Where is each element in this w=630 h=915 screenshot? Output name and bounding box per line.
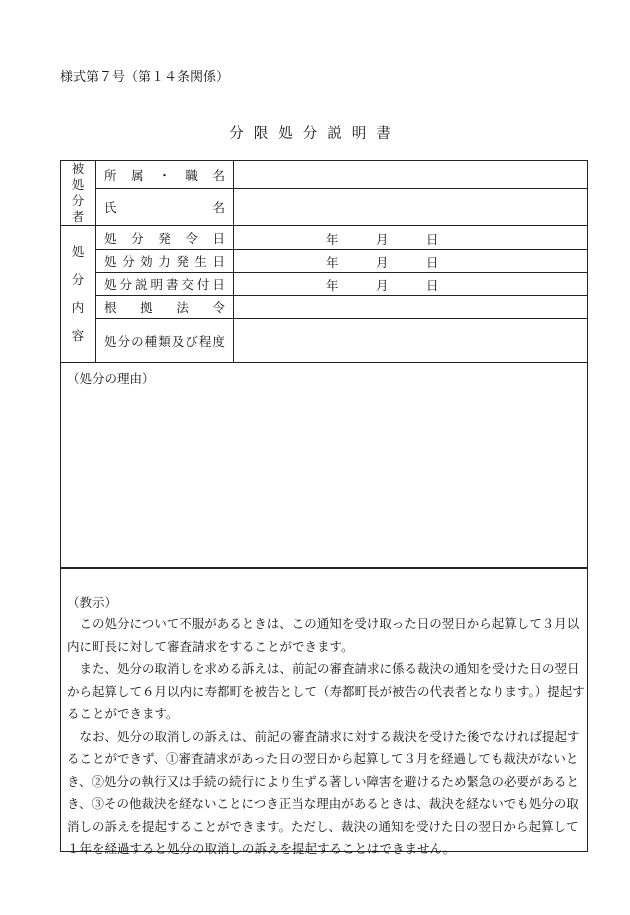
issue-date-field[interactable]: 年 月 日 <box>234 226 588 250</box>
table-row <box>61 296 588 319</box>
notice-box <box>60 568 588 856</box>
table-row <box>61 319 588 363</box>
effective-date-label: 処 分 効 力 発 生 日 <box>96 250 234 273</box>
affiliation-field[interactable] <box>234 161 588 189</box>
affiliation-label: 所 属 ・ 職 名 <box>96 161 234 189</box>
table-row <box>61 273 588 296</box>
issue-date-label: 処 分 発 令 日 <box>96 226 234 250</box>
notice-paragraph: なお、処分の取消しの訴えは、前記の審査請求に対する裁決を受けた後でなければ提起することができず、①審査請求があった日の翌日から起算して３月を経過しても裁決がないとき、②処分の執行又は手続の続行により生ずる著しい障害を避けるため緊急の必要があるとき、③その他裁決を経ないことにつき正当な理由があるときは、裁決を経ないでも処分の取消しの訴えを提起することができます。ただし、裁決の通知を受けた日の翌日から起算して１年を経過すると処分の取消しの訴えを提起することはできません。 <box>67 728 580 856</box>
disposition-info-table <box>60 160 588 363</box>
content-group-label: 処 分 内 容 <box>61 226 96 363</box>
name-label: 氏 名 <box>96 189 234 226</box>
document-title: 分限処分説明書 <box>229 126 401 142</box>
legal-basis-label: 根 拠 法 令 <box>96 296 234 319</box>
effective-date-field[interactable]: 年 月 日 <box>234 250 588 273</box>
notice-body <box>67 613 585 861</box>
reason-box[interactable] <box>60 363 588 568</box>
table-row <box>61 250 588 273</box>
legal-basis-field[interactable] <box>234 296 588 319</box>
notice-paragraph: また、処分の取消しを求める訴えは、前記の審査請求に係る裁決の通知を受けた日の翌日から起算して６月以内に寿都町を被告として（寿都町長が被告の代表者となります。）提起することができます。 <box>67 661 585 721</box>
table-row <box>61 161 588 189</box>
form-number: 様式第７号（第１４条関係） <box>60 70 230 85</box>
person-group-label: 被 処 分 者 <box>61 161 96 226</box>
notice-paragraph: この処分について不服があるときは、この通知を受け取った日の翌日から起算して３月以内に町長に対して審査請求をすることができます。 <box>67 616 580 654</box>
reason-heading: （処分の理由） <box>67 371 155 386</box>
delivery-date-label: 処 分 説 明 書 交 付 日 <box>96 273 234 296</box>
delivery-date-field[interactable]: 年 月 日 <box>234 273 588 296</box>
table-row <box>61 189 588 226</box>
type-degree-label: 処 分 の 種 類 及 び 程 度 <box>96 319 234 363</box>
notice-heading: （教示） <box>67 595 118 610</box>
name-field[interactable] <box>234 189 588 226</box>
table-row <box>61 226 588 250</box>
type-degree-field[interactable] <box>234 319 588 363</box>
